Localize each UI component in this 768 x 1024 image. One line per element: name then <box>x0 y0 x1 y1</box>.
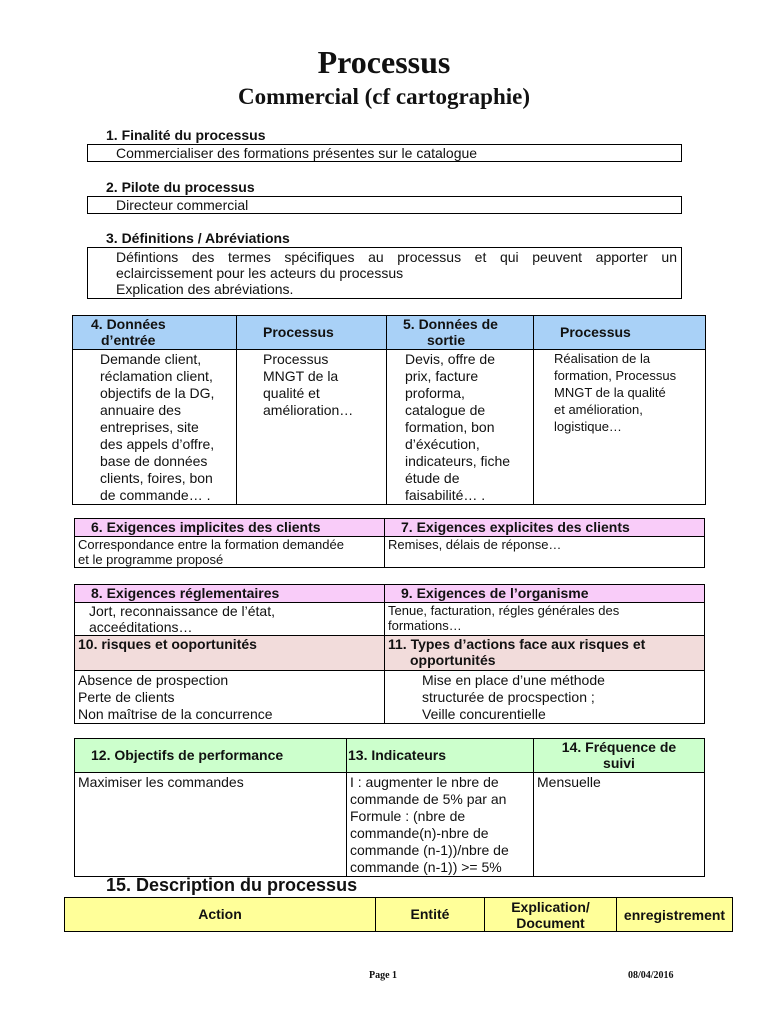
section-3-line-1: Défintions des termes spécifiques au processus et qui peuvent apporter un <box>116 249 677 265</box>
section-3-heading: 3. Définitions / Abréviations <box>106 230 290 246</box>
header-inputs: 4. Données d’entrée <box>73 316 237 350</box>
header-risks-opportunities: 10. risques et ooportunités <box>75 636 385 671</box>
regulatory-requirements-cell: Jort, reconnaissance de l’état, acceéditations… <box>75 603 385 636</box>
process-2-cell: Réalisation de la formation, Processus MNGT de la qualité et amélioration, logistique… <box>534 350 706 505</box>
performance-objectives-cell: Maximiser les commandes <box>75 773 347 877</box>
section-15-heading: 15. Description du processus <box>106 875 358 895</box>
regulations-risks-table <box>74 584 705 724</box>
header-process-1: Processus <box>237 316 387 350</box>
section-2-box <box>87 196 682 214</box>
explicit-requirements-cell: Remises, délais de réponse… <box>385 537 705 568</box>
inputs-cell: Demande client, réclamation client, objectifs de la DG, annuaire des entreprises, site des appels d’offre, base de données clients, foires, bon de commande… . <box>73 350 237 505</box>
section-1-box <box>87 144 682 162</box>
header-implicit-requirements: 6. Exigences implicites des clients <box>75 519 385 537</box>
organisation-requirements-cell: Tenue, facturation, régles générales des formations… <box>385 603 705 636</box>
follow-up-frequency-cell: Mensuelle <box>534 773 705 877</box>
io-table <box>72 315 706 505</box>
performance-table <box>74 738 705 877</box>
outputs-cell: Devis, offre de prix, facture proforma, catalogue de formation, bon d’éxécution, indicateurs, fiche étude de faisabilité… . <box>387 350 534 505</box>
column-action: Action <box>65 898 376 932</box>
section-1-value: Commercialiser des formations présentes sur le catalogue <box>116 145 478 161</box>
header-risk-actions: 11. Types d’actions face aux risques et opportunités <box>385 636 705 671</box>
risks-cell: Absence de prospection Perte de clients Non maîtrise de la concurrence <box>75 671 385 724</box>
section-3-line-2: eclaircissement pour les acteurs du processus <box>116 265 404 281</box>
column-explanation-document: Explication/ Document <box>485 898 617 932</box>
section-2-value: Directeur commercial <box>116 197 249 213</box>
page-title: Processus <box>317 44 451 80</box>
header-organisation-requirements: 9. Exigences de l’organisme <box>385 585 705 603</box>
header-outputs: 5. Données de sortie <box>387 316 534 350</box>
process-1-cell: Processus MNGT de la qualité et amélioration… <box>237 350 387 505</box>
section-3-box <box>87 247 682 299</box>
column-entity: Entité <box>376 898 485 932</box>
header-explicit-requirements: 7. Exigences explicites des clients <box>385 519 705 537</box>
process-description-table <box>64 897 733 932</box>
page-number: Page 1 <box>369 970 398 981</box>
header-indicators: 13. Indicateurs <box>347 739 534 773</box>
header-process-2: Processus <box>534 316 706 350</box>
column-record: enregistrement <box>617 898 733 932</box>
header-follow-up-frequency: 14. Fréquence de suivi <box>534 739 705 773</box>
section-2-heading: 2. Pilote du processus <box>106 179 255 195</box>
section-3-line-3: Explication des abréviations. <box>116 281 294 297</box>
section-1-heading: 1. Finalité du processus <box>106 127 266 143</box>
implicit-requirements-cell: Correspondance entre la formation demandée et le programme proposé <box>75 537 385 568</box>
requirements-table <box>74 518 705 568</box>
header-regulatory-requirements: 8. Exigences réglementaires <box>75 585 385 603</box>
footer-date: 08/04/2016 <box>628 970 674 981</box>
header-performance-objectives: 12. Objectifs de performance <box>75 739 347 773</box>
risk-actions-cell: Mise en place d’une méthode structurée de procspection ; Veille concurentielle <box>385 671 705 724</box>
indicators-cell: I : augmenter le nbre de commande de 5% par an Formule : (nbre de commande(n)-nbre de commande (n-1))/nbre de commande (n-1)) >= 5% <box>347 773 534 877</box>
page-subtitle: Commercial (cf cartographie) <box>237 84 531 109</box>
